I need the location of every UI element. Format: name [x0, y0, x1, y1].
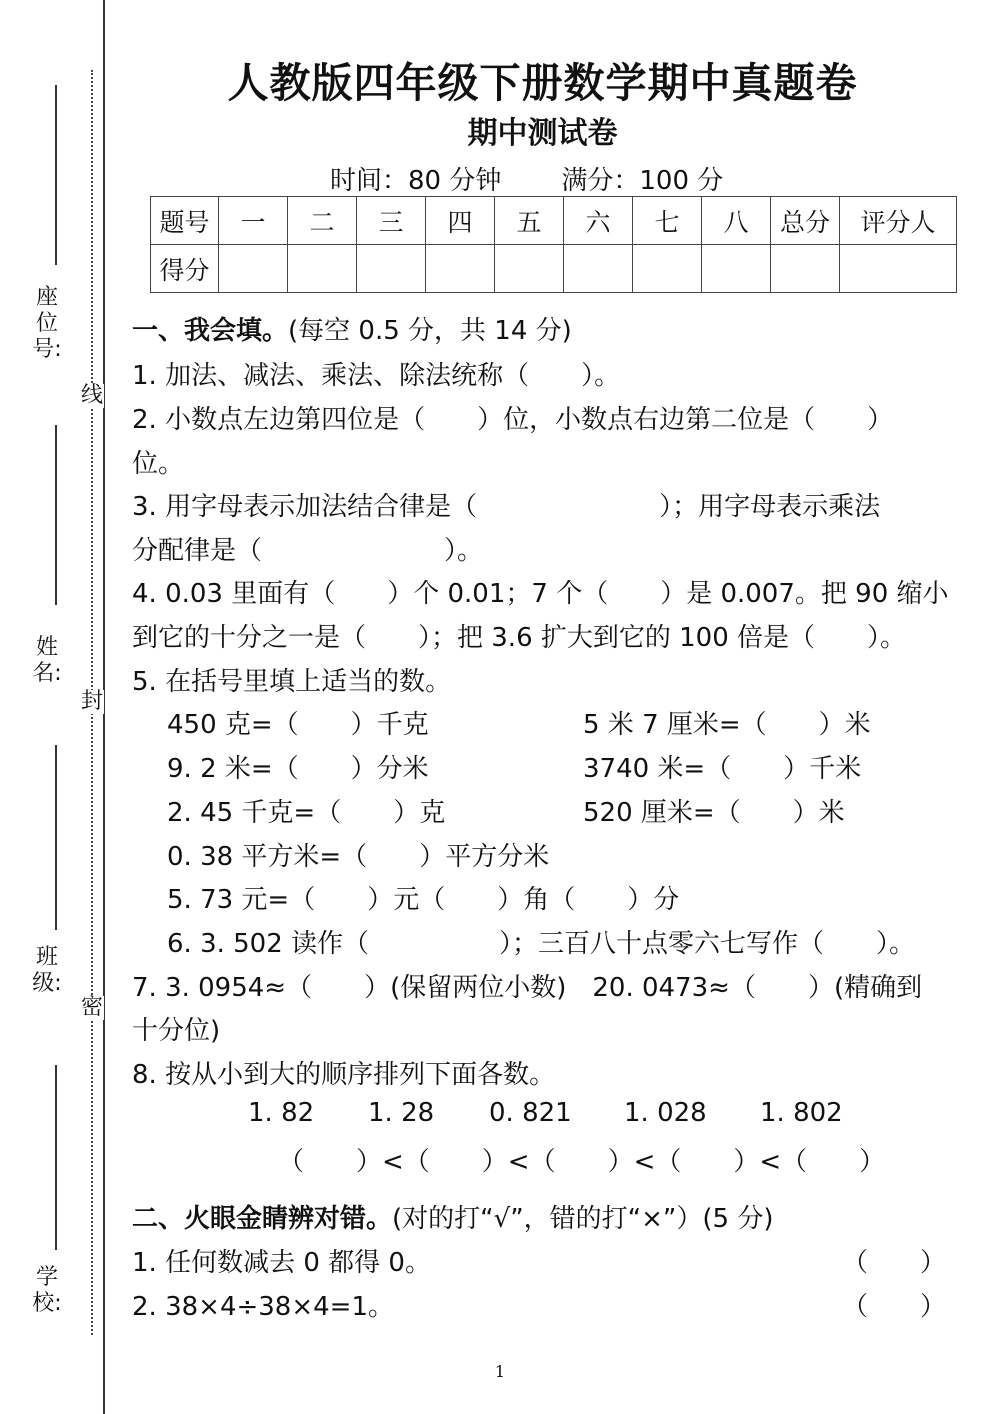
score-table	[150, 196, 957, 293]
score-row-label: 得分	[151, 245, 219, 293]
school-underline	[55, 1065, 57, 1250]
q8-answer-blanks: （ ）<（ ）<（ ）<（ ）<（ ）	[278, 1147, 886, 1177]
score-head-cell: 八	[702, 197, 771, 245]
q8-number: 1. 802	[760, 1098, 843, 1128]
score-cell[interactable]	[357, 245, 426, 293]
seat-label: 座位号:	[32, 285, 62, 362]
answer-blank: （ ）	[842, 1248, 947, 1278]
q8-number: 0. 821	[489, 1098, 572, 1128]
score-head-cell: 七	[633, 197, 702, 245]
score-cell[interactable]	[633, 245, 702, 293]
question-1-3-cont: 分配律是（ ）。	[132, 536, 484, 566]
question-1-8: 8. 按从小到大的顺序排列下面各数。	[132, 1060, 556, 1090]
q5-item: 2. 45 千克=（ ）克	[167, 798, 446, 828]
score-cell[interactable]	[288, 245, 357, 293]
page-title: 人教版四年级下册数学期中真题卷	[227, 59, 858, 107]
exam-info	[330, 160, 723, 197]
q5-item: 450 克=（ ）千克	[167, 710, 429, 740]
score-cell[interactable]	[702, 245, 771, 293]
exam-full-score: 满分：100 分	[561, 166, 724, 196]
score-head-cell: 二	[288, 197, 357, 245]
score-cell[interactable]	[564, 245, 633, 293]
section2-note: (对的打“√”，错的打“×”）(5 分)	[392, 1204, 774, 1234]
exam-time: 时间：80 分钟	[330, 166, 502, 196]
question-1-2-cont: 位。	[132, 449, 185, 479]
school-label: 学校:	[32, 1265, 62, 1316]
question-1-7: 7. 3. 0954≈（ ）(保留两位小数) 20. 0473≈（ ）(精确到	[132, 973, 923, 1003]
question-1-6: 6. 3. 502 读作（ ）；三百八十点零六七写作（ ）。	[167, 929, 916, 959]
q5-item: 5. 73 元=（ ）元（ ）角（ ）分	[167, 885, 680, 915]
section2-heading	[132, 1198, 774, 1235]
class-label: 班级:	[32, 945, 62, 996]
q5-item: 9. 2 米=（ ）分米	[167, 754, 429, 784]
class-underline	[55, 745, 57, 930]
question-1-4-cont: 到它的十分之一是（ ）；把 3.6 扩大到它的 100 倍是（ ）。	[132, 623, 907, 653]
q8-number: 1. 28	[368, 1098, 435, 1128]
score-head-cell: 总分	[771, 197, 840, 245]
name-underline	[55, 425, 57, 605]
question-1-5: 5. 在括号里填上适当的数。	[132, 667, 452, 697]
question-2-1: 1. 任何数减去 0 都得 0。	[132, 1248, 431, 1278]
score-table-score-row	[151, 245, 957, 293]
section2-title: 二、火眼金睛辨对错。	[132, 1204, 393, 1234]
score-cell[interactable]	[426, 245, 495, 293]
question-2-2: 2. 38×4÷38×4=1。	[132, 1292, 395, 1322]
section1-title: 一、我会填。	[132, 316, 289, 346]
score-cell[interactable]	[219, 245, 288, 293]
score-table-header-row	[151, 197, 957, 245]
score-head-cell: 五	[495, 197, 564, 245]
score-cell[interactable]	[840, 245, 957, 293]
question-1-1: 1. 加法、减法、乘法、除法统称（ ）。	[132, 361, 621, 391]
seal-mark-line: 线	[80, 383, 103, 408]
page-number: 1	[494, 1362, 506, 1381]
q5-item: 520 厘米=（ ）米	[583, 798, 845, 828]
answer-blank: （ ）	[842, 1292, 947, 1322]
score-head-cell: 三	[357, 197, 426, 245]
name-label: 姓名:	[32, 635, 62, 686]
question-1-4: 4. 0.03 里面有（ ）个 0.01；7 个（ ）是 0.007。把 90 缩小	[132, 579, 949, 609]
question-1-2: 2. 小数点左边第四位是（ ）位，小数点右边第二位是（ ）	[132, 405, 894, 435]
question-1-3: 3. 用字母表示加法结合律是（ ）；用字母表示乘法	[132, 492, 881, 522]
seal-mark-seal: 封	[80, 689, 103, 714]
score-cell[interactable]	[771, 245, 840, 293]
score-head-cell: 一	[219, 197, 288, 245]
score-cell[interactable]	[495, 245, 564, 293]
section1-heading	[132, 310, 572, 347]
score-head-cell: 四	[426, 197, 495, 245]
q5-item: 3740 米=（ ）千米	[583, 754, 862, 784]
q5-item: 0. 38 平方米=（ ）平方分米	[167, 842, 550, 872]
q8-number: 1. 028	[624, 1098, 707, 1128]
question-1-7-cont: 十分位)	[132, 1016, 221, 1046]
score-head-cell: 评分人	[840, 197, 957, 245]
seal-mark-secret: 密	[80, 995, 103, 1020]
section1-note: (每空 0.5 分，共 14 分)	[288, 316, 572, 346]
score-head-cell: 题号	[151, 197, 219, 245]
q8-number: 1. 82	[248, 1098, 315, 1128]
q5-item: 5 米 7 厘米=（ ）米	[583, 710, 871, 740]
score-head-cell: 六	[564, 197, 633, 245]
page-subtitle: 期中测试卷	[467, 116, 618, 151]
